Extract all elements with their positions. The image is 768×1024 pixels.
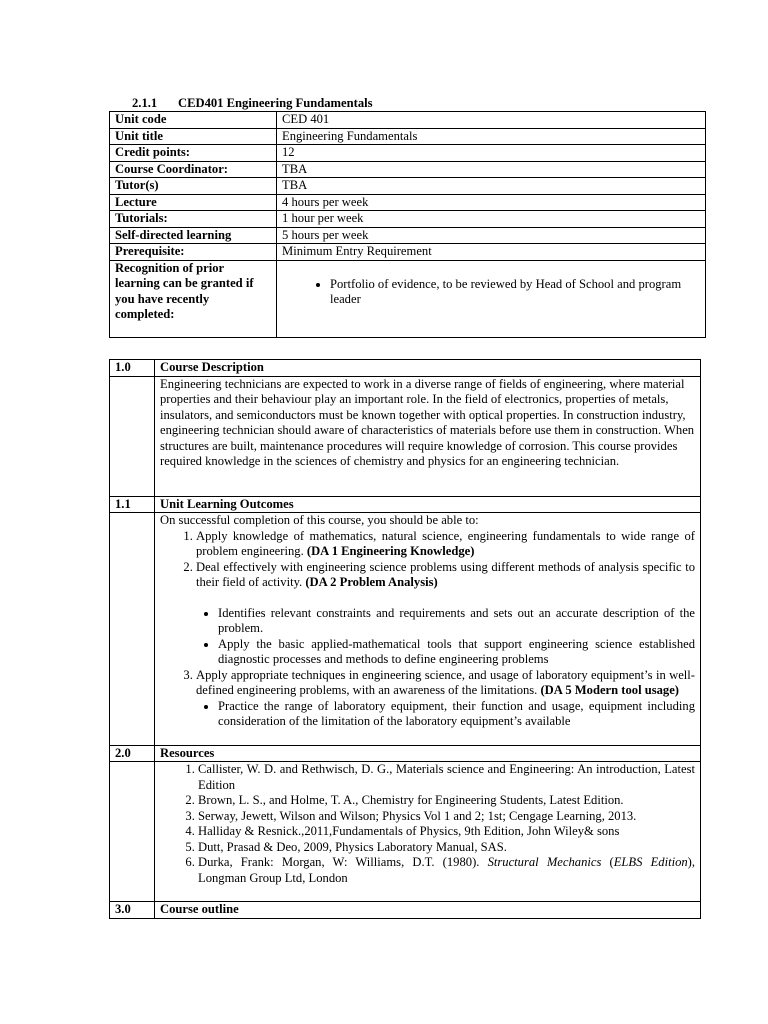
learning-outcomes-header-row — [110, 496, 701, 513]
resource-part: Durka, Frank: Morgan, W: Williams, D.T. (1980). — [198, 855, 488, 869]
unit-info-row — [110, 244, 706, 261]
learning-outcome-text: Deal effectively with engineering science problems using different methods of analysis specific to their field of activity. — [196, 559, 695, 589]
recognition-label: Recognition of prior learning can be granted if you have recently completed: — [110, 260, 277, 337]
unit-info-value: 1 hour per week — [277, 211, 706, 228]
resource-part: Structural Mechanics — [487, 855, 602, 869]
unit-info-row — [110, 194, 706, 211]
recognition-row — [110, 260, 706, 337]
unit-info-label: Tutor(s) — [110, 178, 277, 195]
learning-outcome-sublist — [196, 606, 695, 668]
learning-outcomes-body — [155, 513, 701, 746]
resource-item: 4. Halliday & Resnick.,2011,Fundamentals of Physics, 9th Edition, John Wiley& sons — [198, 824, 695, 840]
learning-outcomes-body-row — [110, 513, 701, 746]
resources-number: 2.0 — [110, 745, 155, 762]
unit-info-value: TBA — [277, 161, 706, 178]
learning-outcomes-title: Unit Learning Outcomes — [155, 496, 701, 513]
unit-info-row — [110, 178, 706, 195]
section-number: 2.1.1 — [132, 96, 158, 110]
unit-info-label: Course Coordinator: — [110, 161, 277, 178]
resource-item: 1. Callister, W. D. and Rethwisch, D. G., Materials science and Engineering: An introduction, Latest Edition — [198, 762, 695, 793]
resource-item: 5. Dutt, Prasad & Deo, 2009, Physics Laboratory Manual, SAS. — [198, 840, 695, 856]
learning-outcome-tag: (DA 1 Engineering Knowledge) — [306, 544, 475, 558]
learning-outcome-sublist — [196, 699, 695, 730]
resource-part: ), Longman Group Ltd, London — [198, 855, 696, 885]
learning-outcome-subitem: • Apply the basic applied-mathematical tools that support engineering science established diagnostic processes and methods to define engineering problems — [218, 637, 695, 668]
unit-info-label: Lecture — [110, 194, 277, 211]
unit-info-label: Tutorials: — [110, 211, 277, 228]
course-outline-header-row — [110, 902, 701, 919]
resource-item — [198, 855, 695, 886]
unit-info-row — [110, 112, 706, 129]
unit-info-value: 5 hours per week — [277, 227, 706, 244]
resource-item: 2. Brown, L. S., and Holme, T. A., Chemistry for Engineering Students, Latest Edition. — [198, 793, 695, 809]
list-spacer — [196, 591, 695, 606]
course-description-number: 1.0 — [110, 360, 155, 377]
section-heading — [132, 96, 373, 112]
learning-outcomes-list — [160, 529, 695, 730]
course-description-title: Course Description — [155, 360, 701, 377]
learning-outcome-tag: (DA 2 Problem Analysis) — [305, 575, 438, 589]
learning-outcomes-intro: On successful completion of this course, you should be able to: — [160, 513, 479, 527]
resources-body — [155, 762, 701, 902]
recognition-value — [277, 260, 706, 337]
unit-info-label: Prerequisite: — [110, 244, 277, 261]
unit-info-value: Engineering Fundamentals — [277, 128, 706, 145]
course-outline-title: Course outline — [155, 902, 701, 919]
unit-info-value: 12 — [277, 145, 706, 162]
course-description-header-row — [110, 360, 701, 377]
learning-outcome-text: Apply knowledge of mathematics, natural science, engineering fundamentals to wide range of problem engineering. — [196, 528, 695, 558]
unit-info-row — [110, 145, 706, 162]
learning-outcome-item — [196, 529, 695, 560]
unit-info-label: Credit points: — [110, 145, 277, 162]
learning-outcome-text: Apply appropriate techniques in engineering science, and usage of laboratory equipment’s in well-defined engineering problems, with an awareness of the limitations. — [196, 667, 695, 697]
unit-info-value: TBA — [277, 178, 706, 195]
learning-outcome-subitem: • Practice the range of laboratory equipment, their function and usage, equipment including consideration of the limitation of the laboratory equipment’s available — [218, 699, 695, 730]
resource-item: 3. Serway, Jewett, Wilson and Wilson; Physics Vol 1 and 2; 1st; Cengage Learning, 2013. — [198, 809, 695, 825]
resources-body-row — [110, 762, 701, 902]
learning-outcome-item — [196, 560, 695, 668]
learning-outcome-item — [196, 668, 695, 730]
unit-info-label: Self-directed learning — [110, 227, 277, 244]
course-outline-number: 3.0 — [110, 902, 155, 919]
resources-header-row — [110, 745, 701, 762]
unit-info-value: 4 hours per week — [277, 194, 706, 211]
unit-info-label: Unit title — [110, 128, 277, 145]
unit-info-value: Minimum Entry Requirement — [277, 244, 706, 261]
course-description-body-row — [110, 376, 701, 496]
unit-info-row — [110, 161, 706, 178]
unit-info-label: Unit code — [110, 112, 277, 129]
resources-list — [160, 762, 695, 886]
unit-info-row — [110, 128, 706, 145]
learning-outcomes-number: 1.1 — [110, 496, 155, 513]
section-title: CED401 Engineering Fundamentals — [178, 96, 373, 110]
learning-outcome-tag: (DA 5 Modern tool usage) — [540, 683, 680, 697]
unit-info-value: CED 401 — [277, 112, 706, 129]
resource-part: ( — [601, 855, 614, 869]
resources-title: Resources — [155, 745, 701, 762]
unit-info-row — [110, 211, 706, 228]
unit-info-row — [110, 227, 706, 244]
resource-part: ELBS Edition — [613, 855, 688, 869]
learning-outcome-subitem: • Identifies relevant constraints and requirements and sets out an accurate description of the problem. — [218, 606, 695, 637]
course-description-body: Engineering technicians are expected to work in a diverse range of fields of engineering, where material properties and their behaviour play an important role. In the field of electronics, properties of metals, insulators, and semiconductors must be known together with optical properties. In construction industry, engineering technician should aware of characteristics of materials before use them in construction. When structures are built, maintenance procedures will require knowledge of corrosion. This course provides required knowledge in the sciences of chemistry and physics for an engineering technician. — [155, 376, 701, 496]
recognition-bullet: • Portfolio of evidence, to be reviewed by Head of School and program leader — [330, 277, 700, 308]
unit-info-table — [109, 111, 706, 338]
course-details-table — [109, 359, 701, 919]
